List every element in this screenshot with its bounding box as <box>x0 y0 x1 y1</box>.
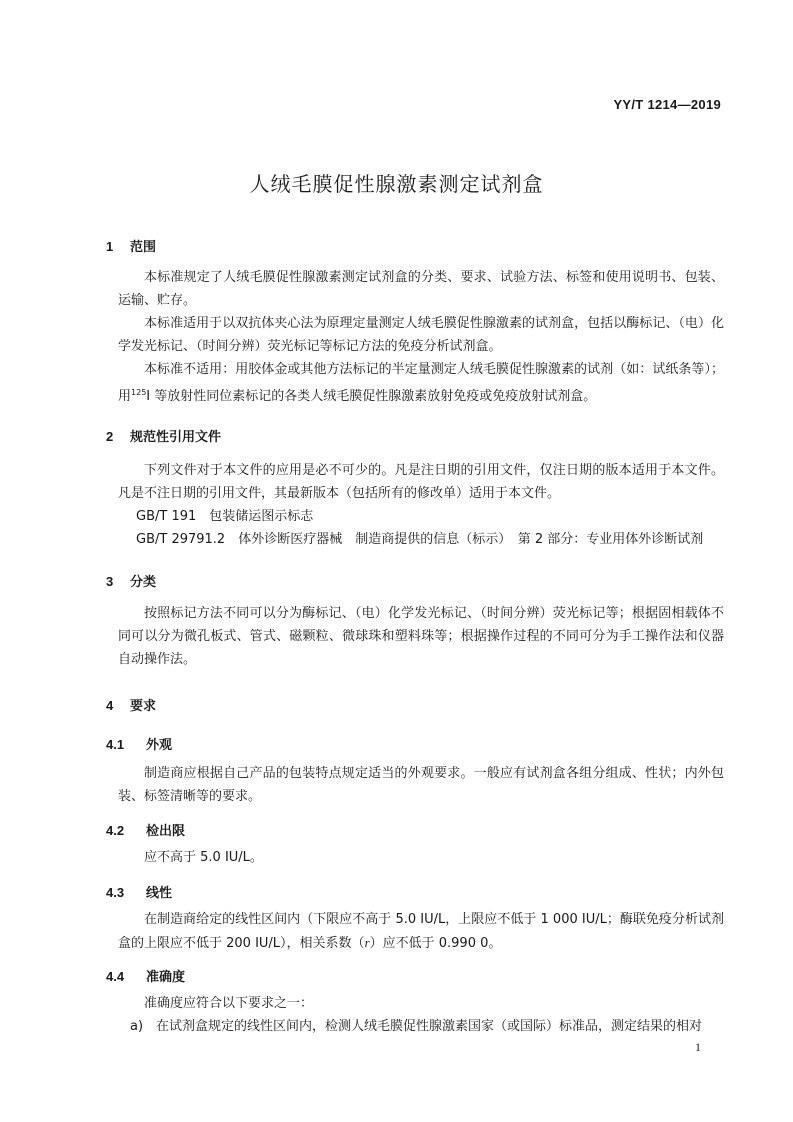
section-title: 检出限 <box>146 824 186 839</box>
section-number: 4 <box>106 698 114 713</box>
text-fragment: ）应不低于 0.990 0。 <box>369 936 502 951</box>
section-number: 4.3 <box>106 885 125 900</box>
section-title: 分类 <box>130 575 157 590</box>
section-number: 3 <box>106 574 114 589</box>
section-title: 准确度 <box>146 970 186 985</box>
reference-gb-t-29791-2: GB/T 29791.2 体外诊断医疗器械 制造商提供的信息（标示） 第 2 部分：专业用体外诊断试剂 <box>136 532 704 547</box>
list-item-a <box>118 1015 724 1038</box>
section-4-3-paragraph <box>118 908 724 955</box>
document-title: 人绒毛膜促性腺激素测定试剂盒 <box>249 172 544 196</box>
variable-r: r <box>364 935 370 950</box>
section-4-1-heading <box>106 734 172 753</box>
text-fragment: 本标准不适用：用胶体金或其他方法标记的半定量测定人绒毛膜促性腺激素的试剂（如：试纸条等）；用 <box>118 362 724 404</box>
section-number: 1 <box>106 239 114 254</box>
section-4-1-paragraph: 制造商应根据自己产品的包装特点规定适当的外观要求。一般应有试剂盒各组分组成、性状；内外包装、标签清晰等的要求。 <box>118 766 724 804</box>
section-1-paragraph-2: 本标准适用于以双抗体夹心法为原理定量测定人绒毛膜促性腺激素的试剂盒，包括以酶标记、（电）化学发光标记、（时间分辨）荧光标记等标记方法的免疫分析试剂盒。 <box>118 316 724 354</box>
page-number: 1 <box>695 1040 701 1054</box>
section-title: 范围 <box>130 240 157 255</box>
section-2-paragraph-1: 下列文件对于本文件的应用是必不可少的。凡是注日期的引用文件，仅注日期的版本适用于本文件。凡是不注日期的引用文件，其最新版本（包括所有的修改单）适用于本文件。 <box>118 463 724 501</box>
section-title: 规范性引用文件 <box>130 430 222 445</box>
section-4-heading <box>106 695 156 714</box>
section-3-paragraph-1: 按照标记方法不同可以分为酶标记、（电）化学发光标记、（时间分辨）荧光标记等；根据固相载体不同可以分为微孔板式、管式、磁颗粒、微球珠和塑料珠等；根据操作过程的不同可分为手工操作法和仪器自动操作法。 <box>118 606 724 667</box>
section-number: 4.2 <box>106 823 125 838</box>
section-1-paragraph-1: 本标准规定了人绒毛膜促性腺激素测定试剂盒的分类、要求、试验方法、标签和使用说明书、包装、运输、贮存。 <box>118 270 724 308</box>
isotope-superscript: 125 <box>131 388 147 397</box>
section-4-2-paragraph: 应不高于 5.0 IU/L。 <box>144 850 263 865</box>
section-3-heading <box>106 571 156 590</box>
list-marker: a) <box>130 1019 144 1034</box>
section-title: 线性 <box>146 886 173 901</box>
text-fragment: I 等放射性同位素标记的各类人绒毛膜促性腺激素放射免疫或免疫放射试剂盒。 <box>146 389 597 404</box>
section-4-2-heading <box>106 820 185 839</box>
section-number: 4.1 <box>106 737 125 752</box>
section-1-heading <box>106 236 156 255</box>
reference-gb-t-191: GB/T 191 包装储运图示标志 <box>136 509 314 524</box>
section-4-4-heading <box>106 966 185 985</box>
section-number: 2 <box>106 429 114 444</box>
section-2-heading <box>106 426 221 445</box>
standard-code: YY/T 1214—2019 <box>613 97 721 112</box>
section-title: 外观 <box>146 738 173 753</box>
section-title: 要求 <box>130 699 157 714</box>
section-4-3-heading <box>106 882 172 901</box>
list-item-text: 在试剂盒规定的线性区间内，检测人绒毛膜促性腺激素国家（或国际）标准品，测定结果的相对 <box>156 1019 703 1034</box>
section-4-4-paragraph: 准确度应符合以下要求之一： <box>144 996 314 1011</box>
text-fragment: 在制造商给定的线性区间内（下限应不高于 5.0 IU/L，上限应不低于 1 000 IU/L；酶联免疫分析试剂盒的上限应不低于 200 IU/L），相关系数（ <box>118 912 724 951</box>
section-number: 4.4 <box>106 969 125 984</box>
section-1-paragraph-3 <box>118 358 724 408</box>
